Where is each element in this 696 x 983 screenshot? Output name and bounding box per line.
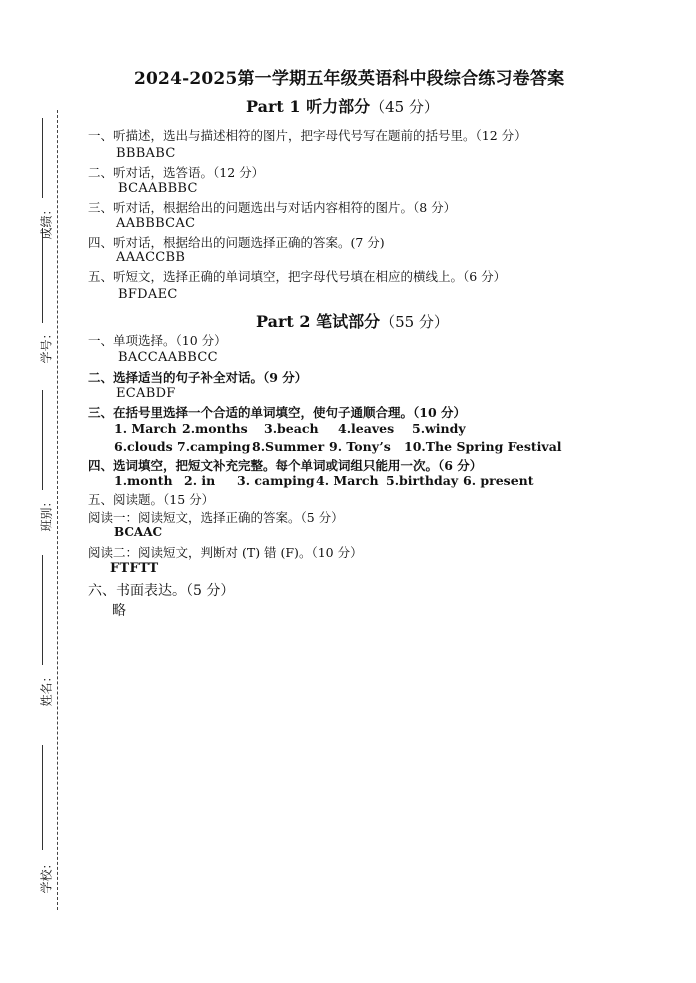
margin-label-name: 姓名：	[39, 670, 54, 707]
margin-line-name	[42, 555, 43, 665]
listening-a2: BCAABBBC	[118, 181, 198, 196]
margin-label-score: 成绩：	[39, 203, 54, 240]
margin-line-school	[42, 745, 43, 850]
part2-heading	[256, 309, 449, 332]
listening-a1: BBBABC	[116, 146, 176, 161]
margin-label-number: 学号：	[39, 327, 54, 364]
part2-label: Part 2 笔试部分	[256, 312, 381, 331]
q3-answer: 7.camping	[177, 439, 251, 454]
writing-q4: 四、选词填空，把短文补充完整。每个单词或词组只能用一次。（6 分）	[88, 458, 483, 473]
part2-score: （55 分）	[380, 313, 449, 331]
writing-q3-row2	[114, 439, 562, 454]
reading2-question: 阅读二：阅读短文，判断对 (T) 错 (F)。（10 分）	[88, 545, 363, 560]
margin-label-class: 班别：	[39, 495, 54, 532]
q3-answer: 1. March	[114, 421, 177, 436]
q3-answer: 5.windy	[412, 421, 466, 436]
q4-answer: 4. March	[316, 473, 379, 488]
listening-a5: BFDAEC	[118, 287, 178, 302]
margin-line-score	[42, 118, 43, 198]
reading2-answer: FTFTT	[110, 561, 159, 576]
q3-answer: 2.months	[182, 421, 248, 436]
writing-q3-row1	[114, 421, 466, 436]
q4-answer: 5.birthday	[386, 473, 459, 488]
q3-answer: 6.clouds	[114, 439, 173, 454]
writing-a2: ECABDF	[116, 386, 176, 401]
q4-answer: 6. present	[463, 473, 534, 488]
q4-answer: 2. in	[184, 473, 216, 488]
part1-heading	[246, 94, 439, 117]
writing-q6: 六、书面表达。（5 分）	[88, 583, 235, 599]
writing-a6: 略	[112, 603, 126, 619]
writing-q5: 五、阅读题。（15 分）	[88, 492, 215, 507]
listening-q1: 一、听描述，选出与描述相符的图片，把字母代号写在题前的括号里。（12 分）	[88, 128, 527, 143]
listening-q5: 五、听短文，选择正确的单词填空，把字母代号填在相应的横线上。（6 分）	[88, 269, 507, 284]
q3-answer: 9. Tony’s	[329, 439, 391, 454]
writing-q2: 二、选择适当的句子补全对话。（9 分）	[88, 370, 308, 385]
reading1-answer: BCAAC	[114, 525, 163, 539]
listening-a3: AABBBCAC	[116, 216, 196, 231]
writing-q4-row	[114, 473, 534, 488]
listening-q3: 三、听对话，根据给出的问题选出与对话内容相符的图片。（8 分）	[88, 200, 457, 215]
listening-q4: 四、听对话，根据给出的问题选择正确的答案。(7 分)	[88, 235, 385, 250]
listening-a4: AAACCBB	[116, 250, 186, 265]
margin-line-class	[42, 390, 43, 490]
writing-q1: 一、单项选择。（10 分）	[88, 333, 227, 348]
margin-line-number	[42, 228, 43, 323]
listening-q2: 二、听对话，选答语。（12 分）	[88, 165, 265, 180]
q3-answer: 4.leaves	[338, 421, 395, 436]
margin-label-school: 学校：	[39, 857, 54, 894]
part1-label: Part 1 听力部分	[246, 97, 371, 116]
q4-answer: 3. camping	[237, 473, 315, 488]
q3-answer: 3.beach	[264, 421, 319, 436]
q3-answer: 10.The Spring Festival	[404, 439, 562, 454]
document-title: 2024-2025第一学期五年级英语科中段综合练习卷答案	[134, 69, 565, 89]
part1-score: （45 分）	[370, 98, 439, 116]
q4-answer: 1.month	[114, 473, 173, 488]
writing-q3: 三、在括号里选择一个合适的单词填空，使句子通顺合理。（10 分）	[88, 405, 466, 420]
q3-answer: 8.Summer	[252, 439, 325, 454]
binding-dashed-line	[57, 110, 58, 910]
reading1-question: 阅读一：阅读短文，选择正确的答案。（5 分）	[88, 510, 344, 525]
writing-a1: BACCAABBCC	[118, 350, 218, 365]
